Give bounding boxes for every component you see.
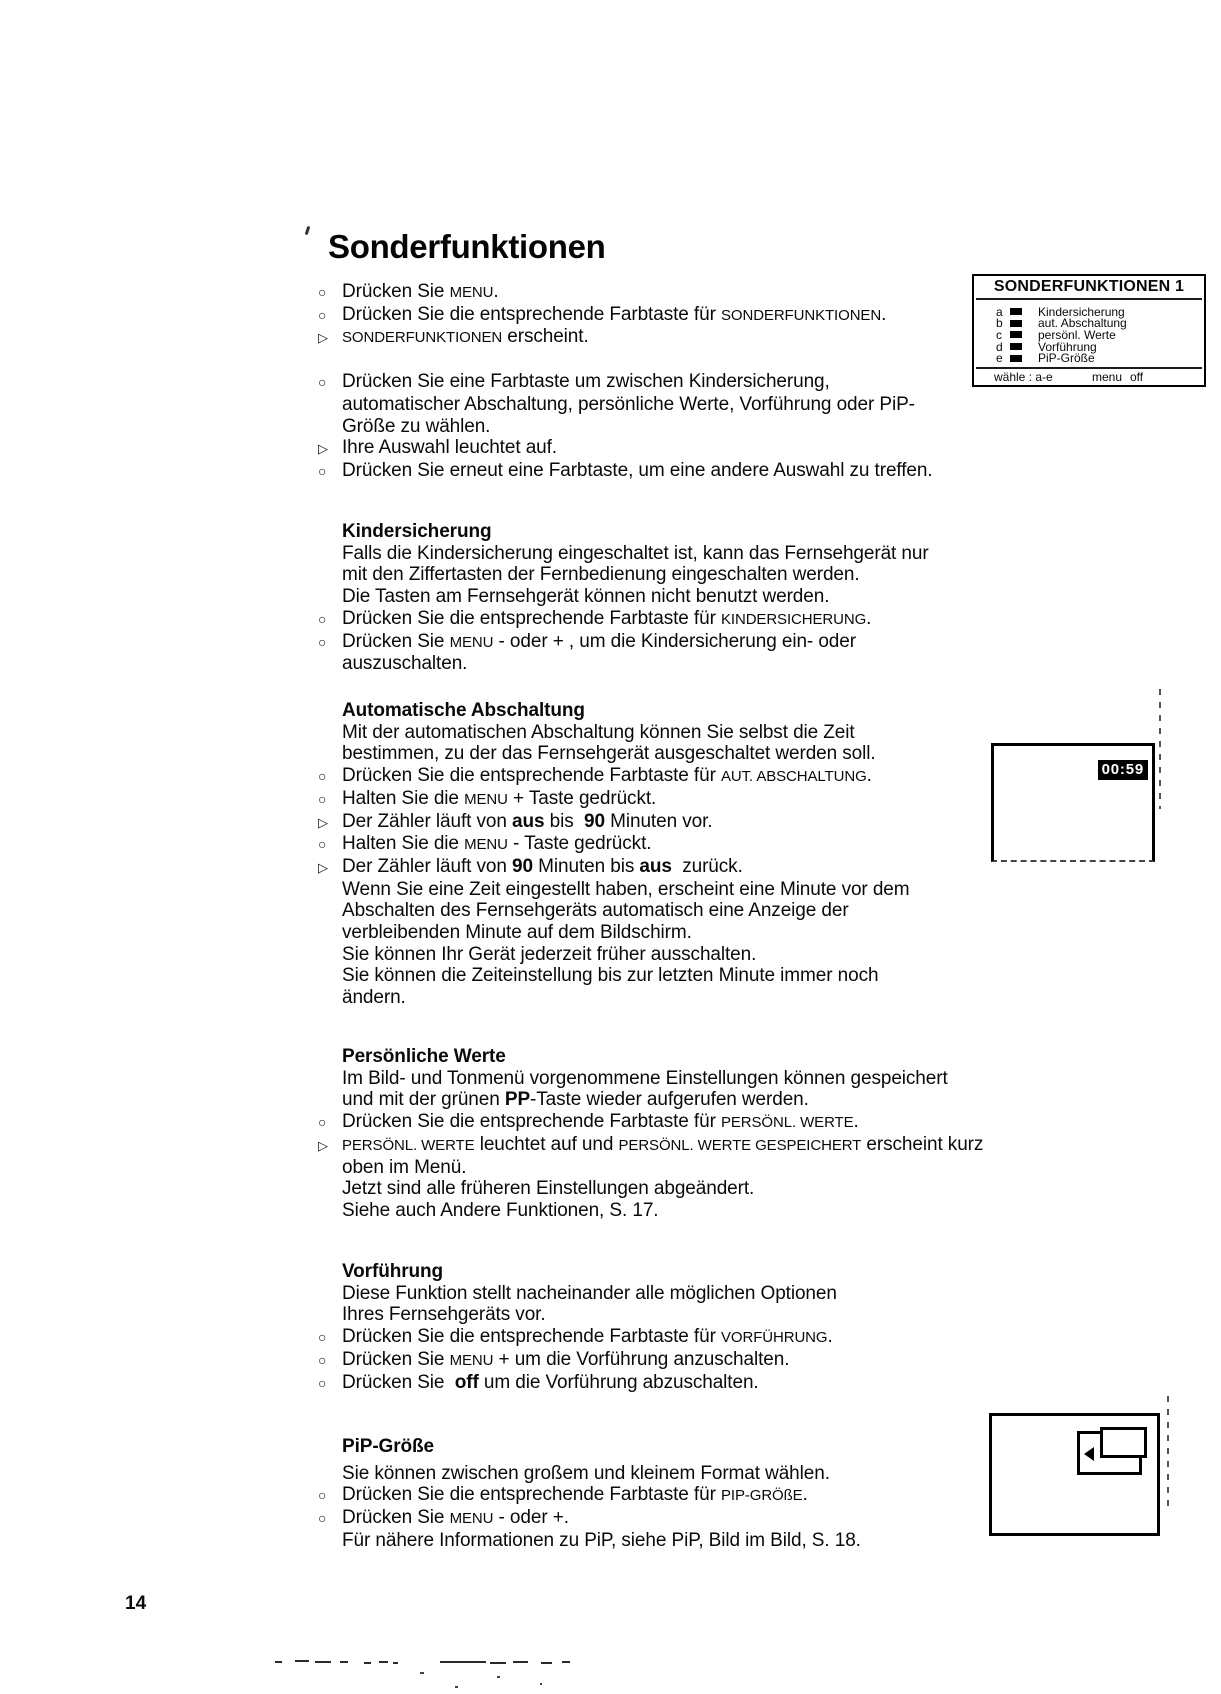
line-text: Drücken Sie die entsprechende Farbtaste für PERSÖNL. WERTE.: [342, 1111, 859, 1133]
line-text: Drücken Sie MENU - oder + , um die Kindersicherung ein- oder: [342, 630, 856, 652]
text-line: [318, 1068, 1018, 1090]
scan-artifact: [541, 1662, 552, 1664]
scan-artifact: [1167, 1396, 1169, 1512]
bullet-spacer: [318, 586, 342, 608]
text-line: [318, 1507, 1018, 1530]
text-line: [318, 722, 1018, 744]
text-line: [318, 811, 1018, 834]
line-text: Ihres Fernsehgeräts vor.: [342, 1304, 546, 1326]
line-text: Drücken Sie die entsprechende Farbtaste für VORFÜHRUNG.: [342, 1326, 833, 1348]
text-line: [318, 1089, 1018, 1111]
section-kindersicherung: [318, 521, 1018, 675]
divider: [976, 367, 1202, 369]
triangle-bullet-icon: ▷: [318, 1137, 328, 1153]
line-text: Mit der automatischen Abschaltung können Sie selbst die Zeit: [342, 721, 855, 743]
line-text: Drücken Sie off um die Vorführung abzuschalten.: [342, 1371, 759, 1393]
circle-bullet-icon: ○: [318, 1114, 327, 1131]
section-heading: [318, 521, 1018, 543]
bullet-spacer: [318, 653, 342, 675]
text-line: [318, 1304, 1018, 1326]
triangle-bullet-icon: ▷: [318, 330, 328, 346]
text-line: [318, 281, 1018, 304]
line-text: Jetzt sind alle früheren Einstellungen abgeändert.: [342, 1178, 755, 1200]
countdown-display: 00:59: [1098, 760, 1148, 780]
text-line: [318, 788, 1018, 811]
line-text: Drücken Sie die entsprechende Farbtaste für SONDERFUNKTIONEN.: [342, 303, 887, 325]
menu-item-label: persönl. Werte: [1038, 327, 1116, 342]
line-text: Automatische Abschaltung: [342, 700, 585, 721]
menu-item-key: a: [996, 304, 1003, 319]
line-text: Drücken Sie erneut eine Farbtaste, um eine andere Auswahl zu treffen.: [342, 459, 933, 481]
circle-bullet-icon: ○: [318, 1510, 327, 1527]
line-text: Wenn Sie eine Zeit eingestellt haben, erscheint eine Minute vor dem: [342, 878, 910, 900]
scan-artifact: [455, 1686, 458, 1688]
text-line: [318, 371, 1018, 394]
menu-item-label: Kindersicherung: [1038, 304, 1125, 319]
scan-artifact: [275, 1661, 282, 1663]
line-text: Drücken Sie die entsprechende Farbtaste für KINDERSICHERUNG.: [342, 607, 872, 629]
text-line: [318, 1157, 1018, 1179]
line-text: Persönliche Werte: [342, 1046, 506, 1067]
bullet-spacer: [318, 416, 342, 438]
bullet-spacer: [318, 1178, 342, 1200]
line-text: auszuschalten.: [342, 653, 468, 675]
circle-bullet-icon: ○: [318, 790, 327, 807]
osd-menu-box: [972, 274, 1206, 387]
triangle-bullet-icon: ▷: [318, 441, 328, 457]
line-text: bestimmen, zu der das Fernsehgerät ausgeschaltet werden soll.: [342, 743, 876, 765]
text-line: [318, 1283, 1018, 1305]
scan-artifact: [379, 1661, 388, 1663]
tv-screen-timer: [991, 743, 1155, 862]
triangle-bullet-icon: ▷: [318, 814, 328, 830]
bullet-spacer: [318, 1089, 342, 1111]
triangle-bullet-icon: ▷: [318, 859, 328, 875]
scan-artifact: [440, 1661, 486, 1663]
bullet-spacer: [318, 1304, 342, 1326]
scan-artifact: [340, 1661, 348, 1663]
bullet-spacer: [318, 521, 342, 543]
text-line: [318, 1200, 1018, 1222]
section-heading: [318, 700, 1018, 722]
bullet-spacer: [318, 394, 342, 416]
text-line: [318, 1372, 1018, 1395]
bullet-spacer: [318, 564, 342, 586]
text-line: [318, 765, 1018, 788]
section-heading: [318, 1046, 1018, 1068]
line-text: Ihre Auswahl leuchtet auf.: [342, 437, 557, 459]
menu-item-key: b: [996, 316, 1003, 331]
section-pip-groesse: [318, 1436, 1018, 1552]
left-arrow-icon: [1084, 1447, 1094, 1461]
menu-item: [996, 329, 1204, 341]
circle-bullet-icon: ○: [318, 1351, 327, 1368]
menu-item-key: c: [996, 327, 1002, 342]
text-line: [318, 460, 1018, 483]
line-text: automatischer Abschaltung, persönliche Werte, Vorführung oder PiP-: [342, 393, 915, 415]
osd-footer-menu: menu: [1092, 370, 1123, 384]
line-text: SONDERFUNKTIONEN erscheint.: [342, 326, 589, 348]
text-line: [318, 1134, 1018, 1157]
line-text: Halten Sie die MENU + Taste gedrückt.: [342, 787, 657, 809]
bullet-spacer: [318, 1436, 342, 1458]
line-text: Größe zu wählen.: [342, 415, 491, 437]
text-line: [318, 987, 1018, 1009]
line-text: oben im Menü.: [342, 1156, 467, 1178]
line-text: mit den Ziffertasten der Fernbedienung eingeschalten werden.: [342, 564, 860, 586]
scan-artifact: [295, 1660, 309, 1662]
scan-artifact: [305, 226, 311, 235]
text-line: [318, 743, 1018, 765]
text-line: [318, 304, 1018, 327]
circle-bullet-icon: ○: [318, 1374, 327, 1391]
line-text: Sie können zwischen großem und kleinem Format wählen.: [342, 1462, 830, 1484]
bullet-spacer: [318, 722, 342, 744]
section-persoenliche-werte: [318, 1046, 1018, 1222]
section-heading: [318, 1436, 1018, 1458]
pip-small-window: [1100, 1427, 1147, 1458]
circle-bullet-icon: ○: [318, 1329, 327, 1346]
color-key-icon: [1010, 308, 1022, 315]
line-text: Abschalten des Fernsehgeräts automatisch eine Anzeige der: [342, 900, 849, 922]
text-line: [318, 564, 1018, 586]
color-key-icon: [1010, 331, 1022, 338]
line-text: Drücken Sie MENU.: [342, 281, 499, 302]
page-number: 14: [125, 1593, 147, 1614]
menu-item: [996, 352, 1204, 364]
line-text: PiP-Größe: [342, 1436, 435, 1457]
menu-item-key: d: [996, 339, 1003, 354]
section-automatische-abschaltung: [318, 700, 1018, 1009]
text-line: [318, 1530, 1018, 1552]
menu-item: [996, 341, 1204, 353]
scan-artifact: [497, 1676, 500, 1678]
bullet-spacer: [318, 1261, 342, 1283]
bullet-spacer: [318, 1068, 342, 1090]
circle-bullet-icon: ○: [318, 633, 327, 650]
text-line: [318, 1349, 1018, 1372]
line-text: Sie können Ihr Gerät jederzeit früher ausschalten.: [342, 943, 757, 965]
circle-bullet-icon: ○: [318, 284, 327, 300]
line-text: Drücken Sie eine Farbtaste um zwischen Kindersicherung,: [342, 371, 830, 393]
text-line: [318, 856, 1018, 879]
text-line: [318, 965, 1018, 987]
bullet-spacer: [318, 743, 342, 765]
bullet-spacer: [318, 543, 342, 565]
menu-item-label: aut. Abschaltung: [1038, 316, 1127, 331]
line-text: Der Zähler läuft von 90 Minuten bis aus zurück.: [342, 855, 743, 877]
section-intro: [318, 281, 1018, 483]
text-line: [318, 879, 1018, 901]
color-key-icon: [1010, 355, 1022, 362]
line-text: Siehe auch Andere Funktionen, S. 17.: [342, 1199, 659, 1221]
bullet-spacer: [318, 900, 342, 922]
bullet-spacer: [318, 944, 342, 966]
circle-bullet-icon: ○: [318, 768, 327, 785]
text-line: [318, 631, 1018, 654]
section-vorfuehrung: [318, 1261, 1018, 1394]
scan-artifact: [490, 1662, 506, 1664]
line-text: Drücken Sie MENU - oder +.: [342, 1507, 569, 1529]
menu-item-key: e: [996, 351, 1003, 366]
text-line: [318, 326, 1018, 349]
color-key-icon: [1010, 343, 1022, 350]
bullet-spacer: [318, 987, 342, 1009]
line-text: Für nähere Informationen zu PiP, siehe PiP, Bild im Bild, S. 18.: [342, 1529, 861, 1551]
bullet-spacer: [318, 879, 342, 901]
line-text: verbleibenden Minute auf dem Bildschirm.: [342, 922, 692, 944]
bullet-spacer: [318, 1463, 342, 1485]
osd-footer-select: wähle : a-e: [994, 370, 1053, 384]
menu-item-list: [974, 300, 1204, 364]
line-text: Falls die Kindersicherung eingeschaltet ist, kann das Fernsehgerät nur: [342, 542, 929, 564]
text-line: [318, 437, 1018, 460]
page-title: Sonderfunktionen: [328, 228, 606, 266]
text-line: [318, 1178, 1018, 1200]
line-text: Vorführung: [342, 1261, 444, 1282]
text-line: [318, 1111, 1018, 1134]
scan-artifact: [1159, 689, 1161, 809]
text-line: [318, 543, 1018, 565]
scan-artifact: [315, 1661, 331, 1663]
text-line: [318, 833, 1018, 856]
text-line: [318, 944, 1018, 966]
osd-menu-title: SONDERFUNKTIONEN 1: [993, 278, 1185, 295]
circle-bullet-icon: ○: [318, 610, 327, 627]
bullet-spacer: [318, 1046, 342, 1068]
line-text: Diese Funktion stellt nacheinander alle möglichen Optionen: [342, 1282, 837, 1304]
menu-item-label: PiP-Größe: [1038, 351, 1095, 366]
circle-bullet-icon: ○: [318, 1487, 327, 1504]
text-line: [318, 608, 1018, 631]
text-line: [318, 394, 1018, 416]
line-text: Drücken Sie die entsprechende Farbtaste für AUT. ABSCHALTUNG.: [342, 765, 872, 787]
line-text: Der Zähler läuft von aus bis 90 Minuten vor.: [342, 810, 713, 832]
bullet-spacer: [318, 1157, 342, 1179]
bullet-spacer: [318, 922, 342, 944]
text-line: [318, 1484, 1018, 1507]
line-text: ändern.: [342, 987, 406, 1009]
text-line: [318, 416, 1018, 438]
bullet-spacer: [318, 700, 342, 722]
scan-artifact: [562, 1661, 570, 1663]
color-key-icon: [1010, 320, 1022, 327]
circle-bullet-icon: ○: [318, 462, 327, 479]
line-text: Die Tasten am Fernsehgerät können nicht benutzt werden.: [342, 586, 830, 608]
scan-artifact: [420, 1672, 424, 1674]
line-text: Im Bild- und Tonmenü vorgenommene Einstellungen können gespeichert: [342, 1067, 948, 1089]
circle-bullet-icon: ○: [318, 306, 327, 323]
scan-artifact: [364, 1662, 371, 1664]
bullet-spacer: [318, 965, 342, 987]
line-text: Drücken Sie die entsprechende Farbtaste für PIP-GRÖßE.: [342, 1484, 808, 1506]
circle-bullet-icon: ○: [318, 836, 327, 853]
osd-menu-footer: [974, 370, 1204, 384]
scan-artifact: [393, 1662, 398, 1664]
line-text: Halten Sie die MENU - Taste gedrückt.: [342, 833, 652, 855]
bullet-spacer: [318, 1530, 342, 1552]
text-line: [318, 1463, 1018, 1485]
section-heading: [318, 1261, 1018, 1283]
line-text: Kindersicherung: [342, 521, 492, 542]
text-line: [318, 653, 1018, 675]
line-text: Drücken Sie MENU + um die Vorführung anzuschalten.: [342, 1348, 790, 1370]
bullet-spacer: [318, 1283, 342, 1305]
menu-item-label: Vorführung: [1038, 339, 1097, 354]
bullet-spacer: [318, 1200, 342, 1222]
circle-bullet-icon: ○: [318, 374, 327, 391]
tv-screen-pip: [989, 1413, 1160, 1536]
text-line: [318, 586, 1018, 608]
line-text: PERSÖNL. WERTE leuchtet auf und PERSÖNL. WERTE GESPEICHERT erscheint kurz: [342, 1133, 984, 1155]
text-line: [318, 900, 1018, 922]
osd-footer-off: off: [1130, 370, 1144, 384]
scan-artifact: [513, 1661, 528, 1663]
scan-artifact: [540, 1683, 542, 1685]
text-line: [318, 1326, 1018, 1349]
text-line: [318, 922, 1018, 944]
line-text: Sie können die Zeiteinstellung bis zur letzten Minute immer noch: [342, 965, 879, 987]
line-text: und mit der grünen PP-Taste wieder aufgerufen werden.: [342, 1089, 809, 1111]
